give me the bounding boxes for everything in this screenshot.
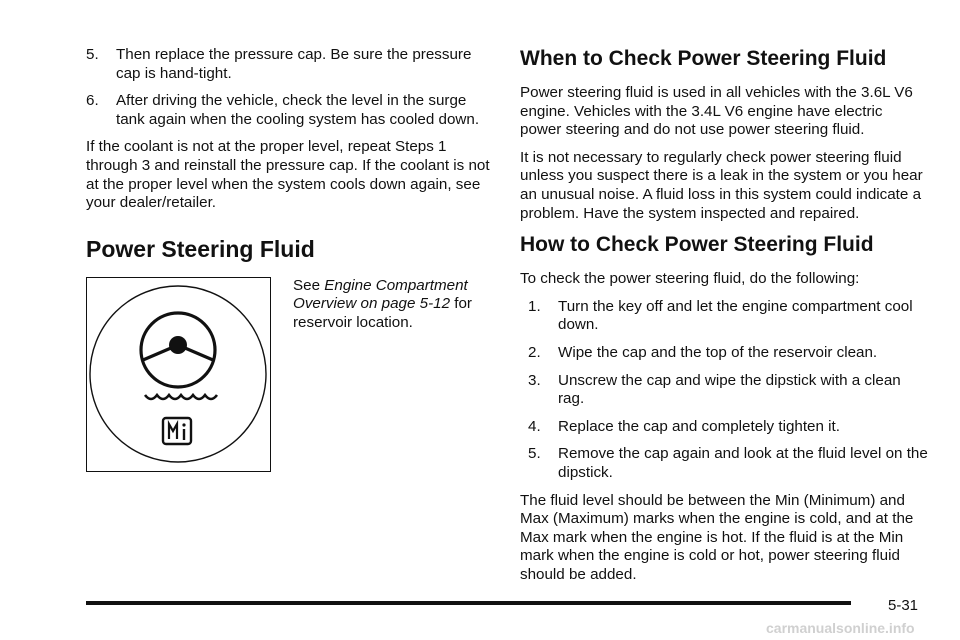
watermark-logo: carmanualsonline.info — [766, 620, 915, 636]
step-text: Then replace the pressure cap. Be sure the pressure cap is hand-tight. — [116, 46, 472, 82]
step-number: 5. — [86, 46, 99, 63]
coolant-paragraph: If the coolant is not at the proper level, repeat Steps 1 through 3 and reinstall the pressure cap. If the coolant is not at the proper level when the system cools down again, see your dealer/retailer. — [86, 138, 490, 212]
owner-manual-icon — [163, 418, 191, 444]
step-text: Unscrew the cap and wipe the dipstick with a clean rag. — [558, 371, 901, 408]
how-intro: To check the power steering fluid, do the following: — [520, 270, 860, 288]
see-reference — [293, 277, 493, 333]
step-number: 6. — [86, 92, 99, 110]
left-column — [86, 46, 496, 477]
list-item — [528, 372, 928, 409]
figure-block — [86, 277, 496, 477]
see-paragraph — [293, 277, 493, 333]
list-item — [528, 344, 928, 363]
engine-compartment-link[interactable]: Engine Compartment Overview on page 5-12 — [293, 276, 468, 313]
step-number: 5. — [528, 445, 541, 463]
section-heading-how-to-check: How to Check Power Steering Fluid — [520, 233, 874, 257]
step-number: 4. — [528, 417, 541, 435]
step-text: Remove the cap again and look at the fluid level on the dipstick. — [558, 445, 928, 481]
step-text: Replace the cap and completely tighten it. — [558, 417, 840, 435]
section-heading-power-steering-fluid: Power Steering Fluid — [86, 235, 315, 262]
list-item — [86, 46, 496, 83]
see-prefix: See — [293, 276, 325, 294]
power-steering-fluid-symbol-icon — [86, 277, 271, 472]
coolant-steps-list — [86, 46, 496, 129]
see-suffix: for reservoir location. — [293, 295, 472, 331]
step-text: After driving the vehicle, check the level in the surge tank again when the cooling system has cooled down. — [116, 92, 480, 128]
footer-rule — [86, 601, 851, 605]
step-number: 2. — [528, 343, 541, 361]
right-column — [520, 46, 928, 593]
list-item — [528, 298, 928, 335]
list-item — [528, 418, 928, 437]
list-item — [528, 445, 928, 482]
step-number: 3. — [528, 371, 541, 389]
when-paragraph-1: Power steering fluid is used in all vehicles with the 3.6L V6 engine. Vehicles with the 3.4L V6 engine have electric power steering and do not use power steering fluid. — [520, 84, 913, 139]
step-text: Turn the key off and let the engine compartment cool down. — [558, 297, 913, 334]
closing-paragraph: The fluid level should be between the Min (Minimum) and Max (Maximum) marks when the engine is cold, and at the Max mark when the engine is hot. If the fluid is at the Min mark when the engine is cold or hot, power steering fluid should be added. — [520, 491, 914, 583]
step-number: 1. — [528, 297, 541, 315]
when-paragraph-2: It is not necessary to regularly check power steering fluid unless you suspect there is a leak in the system or you hear an unusual noise. A fluid loss in this system could indicate a problem. Have the system inspected and repaired. — [520, 148, 923, 222]
how-steps-list — [520, 298, 928, 483]
list-item — [86, 92, 496, 129]
page-number: 5-31 — [888, 597, 919, 614]
steering-wheel-icon — [87, 278, 269, 470]
section-heading-when-to-check: When to Check Power Steering Fluid — [520, 47, 887, 70]
step-text: Wipe the cap and the top of the reservoir clean. — [558, 343, 878, 361]
